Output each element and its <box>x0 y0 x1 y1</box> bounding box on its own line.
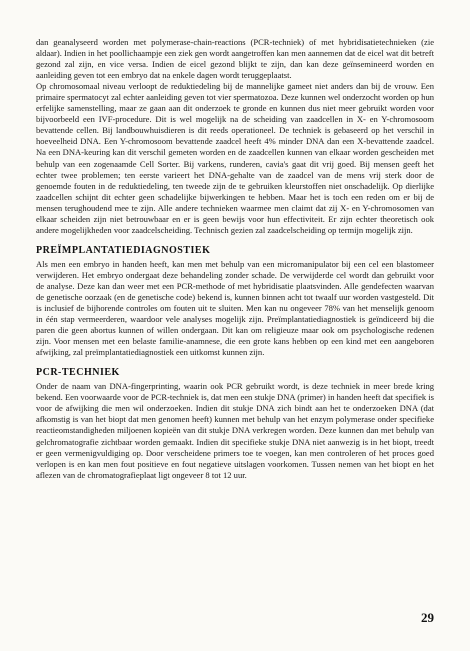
paragraph-sperm-sorting: Op chromosomaal niveau verloopt de reduktiedeling bij de mannelijke gameet niet anders dan bij de vrouw. Een primaire spermatocyt zal echter aanleiding geven tot vier spermatozoa. Deze kunnen wel onderzocht worden op hun erfelijke samenstelling, maar ze gaan aan dit onderzoek te gronde en kunnen dus niet meer gebruikt worden voor bijvoorbeeld een IVF-procedure. Dit is wel mogelijk na de scheiding van zaadcellen in X- en Y-chromosoom bevattende cellen. Bij landbouwhuisdieren is dit reeds operationeel. De techniek is gebaseerd op het verschil in hoeveelheid DNA. Een Y-chromosoom bevattende zaadcel heeft 4% minder DNA dan een X-bevattende zaadcel. Na een DNA-keuring kan dit verschil gemeten worden en de zaadcellen kunnen van elkaar worden gescheiden met behulp van een zogenaamde Cell Sorter. Bij varkens, runderen, cavia's gaat dit vrij goed. Bij mensen geeft het echter twee problemen; ten eerste varieert het DNA-gehalte van de zaadcel van de mens vrij sterk door de genoemde fouten in de reduktiedeling, ten tweede zijn de te gebruiken kleurstoffen niet onschadelijk. Op dierlijke zaadcellen schijnt dit echter geen schadelijke bijwerkingen te hebben. Maar het is toch een reden om er bij de mensen terughoudend mee te zijn. Alle andere technieken waarmee men claimt dat zij X- en Y-chromosomen van elkaar scheiden zijn niet betrouwbaar en er is geen bewijs voor hun effectiviteit. Er zijn echter theoretisch ook andere mogelijkheden voor zaadcelscheiding. Technisch gezien zal zaadcelscheiding op termijn mogelijk zijn. <box>36 81 434 235</box>
paragraph-pcr-technique: Onder de naam van DNA-fingerprinting, waarin ook PCR gebruikt wordt, is deze techniek in meer brede kring bekend. Een voorwaarde voor de PCR-techniek is, dat men een stukje DNA (primer) in handen heeft dat specifiek is voor de afwijking die men wil onderzoeken. Indien dit stukje DNA zich bindt aan het te onderzoeken DNA (dat afkomstig is van het biopt dat men genomen heeft) kunnen met behulp van het enzym polymerase onder specifieke reactieomstandigheden miljoenen kopieën van dit stukje DNA verkregen worden. Deze kunnen dan met behulp van gelchromatografie zichtbaar worden gemaakt. Indien dit specifieke stukje DNA niet aanwezig is in het biopt, treedt er geen vermenigvuldiging op. Door verscheidene primers toe te voegen, kan men controleren of het proces goed verlopen is en kan men fout positieve en fout negatieve uitslagen voorkomen. Tussen nemen van het biopt en het aflezen van de chromatografieplaat ligt ongeveer 8 tot 12 uur. <box>36 381 434 480</box>
paragraph-preimplantation-diagnostics: Als men een embryo in handen heeft, kan men met behulp van een micromanipulator bij een cel een blastomeer verwijderen. Het embryo ondergaat deze behandeling zonder schade. De verwijderde cel wordt dan gebruikt voor de analyse. Deze kan dan weer met een PCR-methode of met hybridisatie plaatsvinden. Alle gendefecten waarvan de genetische oorzaak (en de genetische code) bekend is, kunnen binnen acht tot twaalf uur worden vastgesteld. Dit is inclusief de bijhorende controles om fouten uit te sluiten. Men kan nu ongeveer 78% van het menselijk genoom in één stap vermeerderen, waardoor vele analyses mogelijk zijn. Preïmplantatiediagnostiek is geïndiceerd bij die paren die geen abortus kunnen of willen ondergaan. Dit kan om religieuze maar ook om psychologische redenen zijn. Voor mensen met een belaste familie-anamnese, die een grote kans hebben op een kind met een aangeboren afwijking, zal preïmplantatiediagnostiek een uitkomst kunnen zijn. <box>36 258 434 358</box>
section-heading-preimplantation: PREÏMPLANTATIEDIAGNOSTIEK <box>36 244 211 256</box>
body-text <box>36 37 434 481</box>
section-heading-pcr: PCR-TECHNIEK <box>36 367 120 379</box>
paragraph-polar-body-analysis: dan geanalyseerd worden met polymerase-chain-reactions (PCR-techniek) of met hybridisatietechnieken (zie aldaar). Indien in het poollichaampje een ziek gen wordt aangetroffen kan men aannemen dat de eicel wat dit betreft gezond zal zijn, en vice versa. Indien de eicel gezond blijkt te zijn, dan kan deze geïnsemineerd worden en aanleiding geven tot een embryo dat na enkele dagen wordt teruggeplaatst. <box>36 37 434 81</box>
page-number: 29 <box>421 610 434 625</box>
